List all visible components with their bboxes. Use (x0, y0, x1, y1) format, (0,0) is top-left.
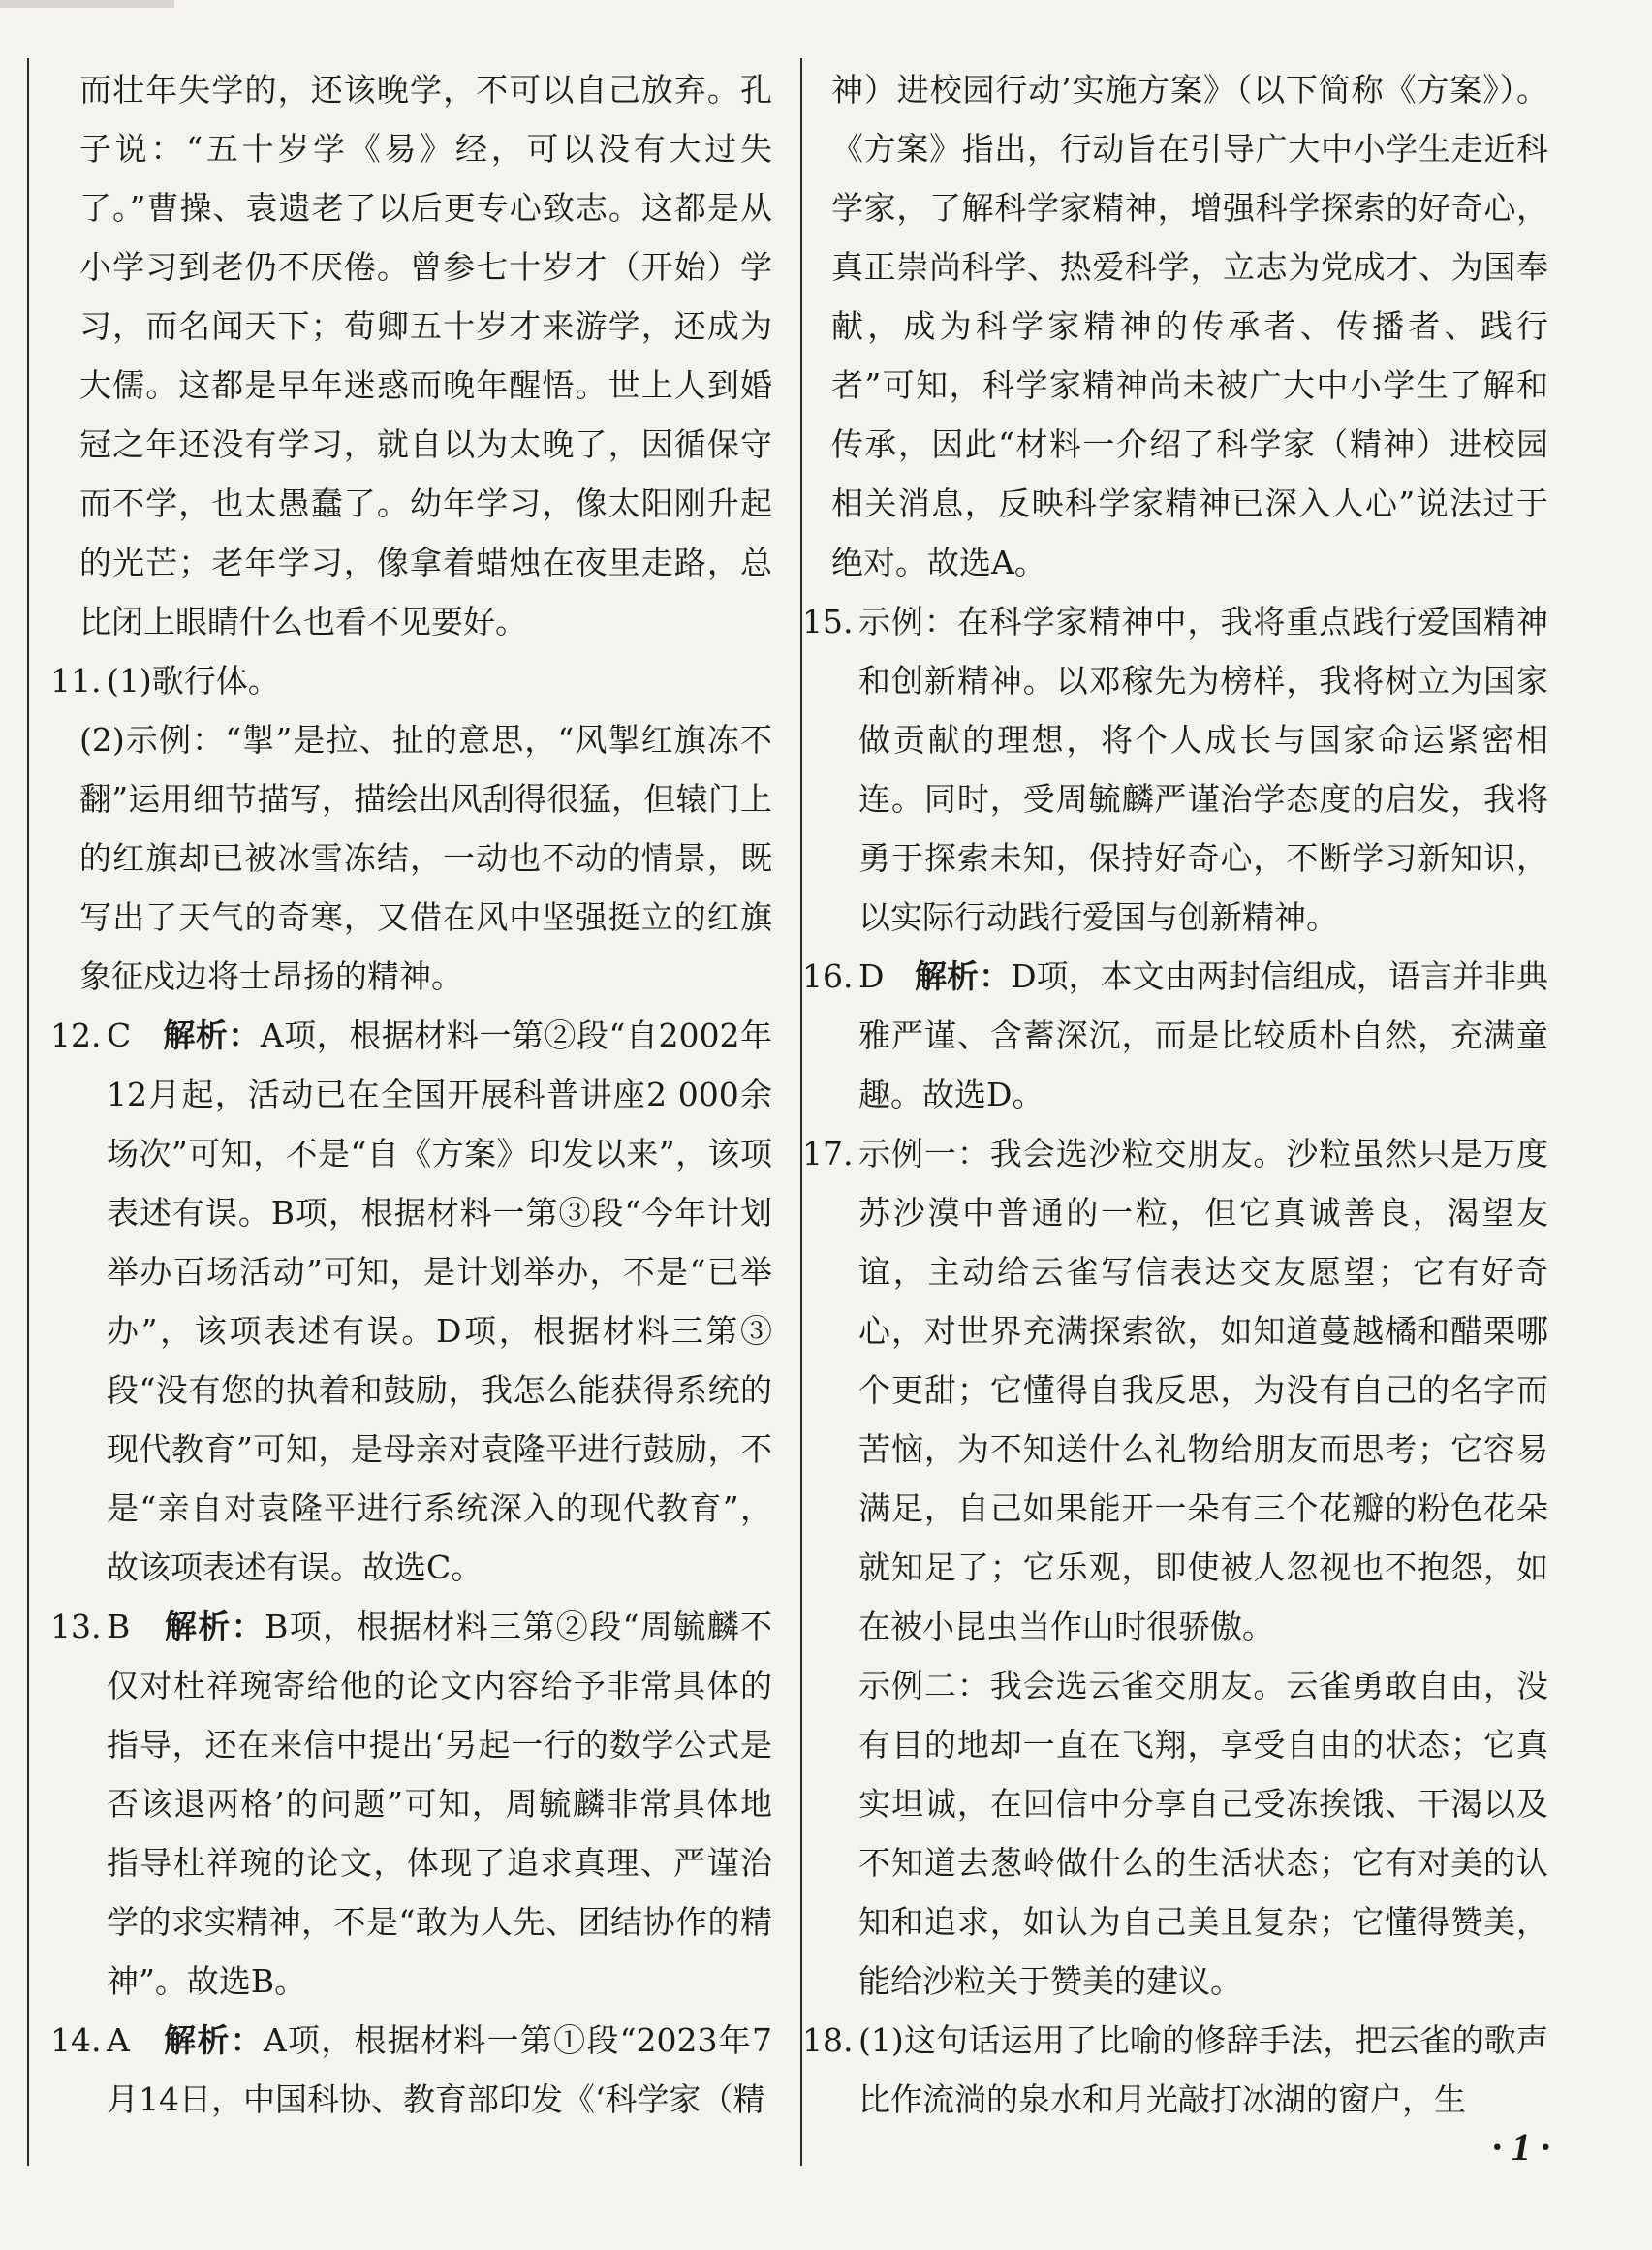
analysis-text: B项，根据材料三第②段“周毓麟不仅对杜祥琬寄给他的论文内容给予非常具体的指导，还在来信中提出‘另起一行的数学公式是否该退两格’的问题”可知，周毓麟非常具体地指导杜祥琬的论文，体现了追求真理、严谨治学的求实精神，不是“敢为人先、团结协作的精神”。故选B。 (107, 1608, 773, 2000)
answer-11-part2: (2)示例：“掣”是拉、扯的意思，“风掣红旗冻不翻”运用细节描写，描绘出风刮得很猛，但辕门上的红旗却已被冰雪冻结，一动也不动的情景，既写出了天气的奇寒，又借在风中坚强挺立的红旗象征戍边将士昂扬的精神。 (79, 721, 772, 995)
question-number: 14. (50, 2021, 102, 2059)
answer-17-example1: 示例一：我会选沙粒交朋友。沙粒虽然只是万度苏沙漠中普通的一粒，但它真诚善良，渴望友谊，主动给云雀写信表达交友愿望；它有好奇心，对世界充满探索欲，如知道蔓越橘和醋栗哪个更甜；它懂得自我反思，为没有自己的名字而苦恼，为不知送什么礼物给朋友而思考；它容易满足，自己如果能开一朵有三个花瓣的粉色花朵就知足了；它乐观，即使被人忽视也不抱怨，如在被小昆虫当作山时很骄傲。 (858, 1135, 1548, 1645)
analysis-label: 解析： (915, 957, 1012, 995)
question-number: 17. (802, 1135, 854, 1172)
answer-10-continuation: 而壮年失学的，还该晚学，不可以自己放弃。孔子说：“五十岁学《易》经，可以没有大过失了。”曹操、袁遗老了以后更专心致志。这都是从小学习到老仍不厌倦。曾参七十岁才（开始）学习，而名闻天下；荀卿五十岁才来游学，还成为大儒。这都是早年迷惑而晚年醒悟。世上人到婚冠之年还没有学习，就自以为太晚了，因循保守而不学，也太愚蠢了。幼年学习，像太阳刚升起的光芒；老年学习，像拿着蜡烛在夜里走路，总比闭上眼睛什么也看不见要好。 (79, 71, 772, 641)
answer-choice: A (107, 2021, 130, 2059)
analysis-label: 解析： (164, 1608, 265, 1645)
analysis-label: 解析： (164, 2021, 264, 2059)
page-number: · 1 · (1492, 2125, 1550, 2169)
analysis-text: A项，根据材料一第②段“自2002年12月起，活动已在全国开展科普讲座2 000余场次”可知，不是“自《方案》印发以来”，该项表述有误。B项，根据材料一第③段“今年计划举办百场活动”可知，是计划举办，不是“已举办”，该项表述有误。D项，根据材料三第③段“没有您的执着和鼓励，我怎么能获得系统的现代教育”可知，是母亲对袁隆平进行鼓励，不是“亲自对袁隆平进行系统深入的现代教育”，故该项表述有误。故选C。 (107, 1016, 772, 1586)
answer-15-text: 示例：在科学家精神中，我将重点践行爱国精神和创新精神。以邓稼先为榜样，我将树立为国家做贡献的理想，将个人成长与国家命运紧密相连。同时，受周毓麟严谨治学态度的启发，我将勇于探索未知，保持好奇心，不断学习新知识，以实际行动践行爱国与创新精神。 (858, 603, 1548, 936)
question-number: 15. (802, 603, 854, 641)
answer-choice: D (858, 957, 885, 995)
question-number: 18. (802, 2021, 854, 2059)
question-number: 11. (50, 662, 102, 700)
answer-17-example2: 示例二：我会选云雀交朋友。云雀勇敢自由，没有目的地却一直在飞翔，享受自由的状态；它真实坦诚，在回信中分享自己受冻挨饿、干渴以及不知道去葱岭做什么的生活状态；它有对美的认知和追求，如认为自己美且复杂；它懂得赞美，能给沙粒关于赞美的建议。 (858, 1667, 1548, 2000)
answer-14-continuation: 神）进校园行动’实施方案》（以下简称《方案》）。《方案》指出，行动旨在引导广大中小学生走近科学家，了解科学家精神，增强科学探索的好奇心，真正崇尚科学、热爱科学，立志为党成才、为国奉献，成为科学家精神的传承者、传播者、践行者”可知，科学家精神尚未被广大中小学生了解和传承，因此“材料一介绍了科学家（精神）进校园相关消息，反映科学家精神已深入人心”说法过于绝对。故选A。 (831, 71, 1548, 581)
answer-18 (802, 2011, 1548, 2129)
left-margin-rule (27, 58, 29, 2166)
left-column (50, 60, 773, 2129)
answer-18-text: (1)这句话运用了比喻的修辞手法，把云雀的歌声比作流淌的泉水和月光敲打冰湖的窗户，生 (858, 2021, 1548, 2118)
analysis-text: D项，本文由两封信组成，语言并非典雅严谨、含蓄深沉，而是比较质朴自然，充满童趣。故选D。 (858, 957, 1549, 1113)
answer-11 (50, 651, 772, 710)
answer-17 (802, 1124, 1548, 2011)
answer-11-part1: (1)歌行体。 (107, 662, 280, 700)
answer-15 (802, 592, 1548, 947)
right-column (802, 60, 1549, 2129)
question-number: 13. (50, 1608, 102, 1645)
question-number: 12. (50, 1016, 102, 1054)
answer-14 (50, 2011, 772, 2129)
answer-13 (50, 1597, 773, 2011)
analysis-text: A项，根据材料一第①段“2023年7月14日，中国科协、教育部印发《‘科学家（精 (107, 2021, 772, 2118)
answer-choice: B (107, 1608, 131, 1645)
analysis-label: 解析： (163, 1016, 261, 1054)
answer-choice: C (107, 1016, 132, 1054)
question-number: 16. (802, 957, 854, 995)
answer-16 (802, 947, 1549, 1124)
scan-edge-band (0, 0, 174, 8)
answer-12 (50, 1006, 772, 1597)
